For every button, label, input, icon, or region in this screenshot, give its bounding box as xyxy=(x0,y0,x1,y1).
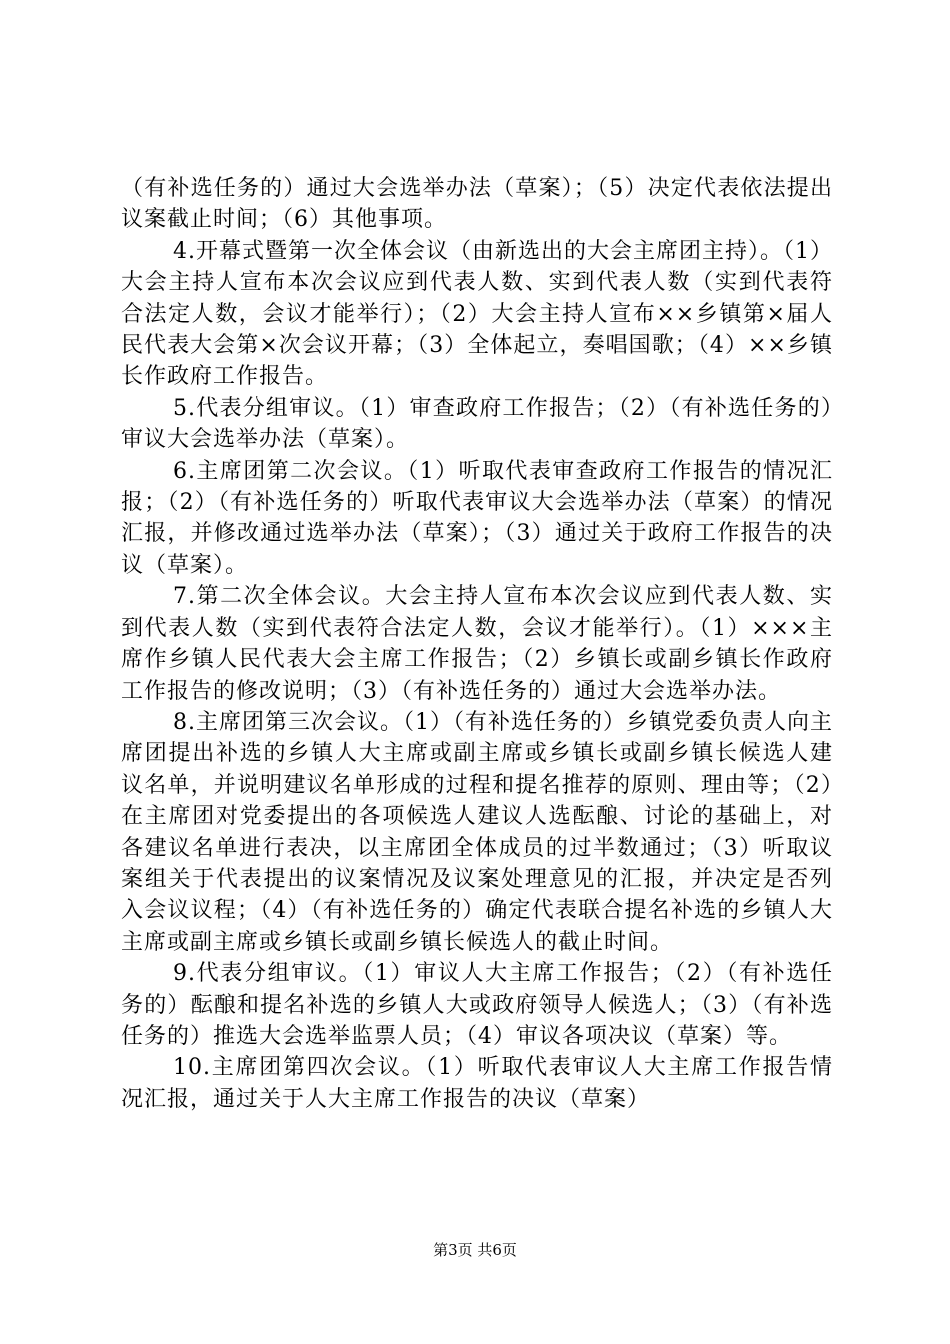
document-body xyxy=(121,173,833,1115)
paragraph-item-9: 9.代表分组审议。（1）审议人大主席工作报告；（2）（有补选任务的）酝酿和提名补选的乡镇人大或政府领导人候选人；（3）（有补选任务的）推选大会选举监票人员；（4）审议各项决议（草案）等。 xyxy=(121,961,833,1049)
paragraph-item-10: 10.主席团第四次会议。（1）听取代表审议人大主席工作报告情况汇报，通过关于人大主席工作报告的决议（草案） xyxy=(121,1055,833,1112)
paragraph-item-6: 6.主席团第二次会议。（1）听取代表审查政府工作报告的情况汇报；（2）（有补选任务的）听取代表审议大会选举办法（草案）的情况汇报，并修改通过选举办法（草案）；（3）通过关于政府工作报告的决议（草案）。 xyxy=(121,458,833,578)
page-footer xyxy=(0,1240,950,1260)
paragraph-item-5: 5.代表分组审议。（1）审查政府工作报告；（2）（有补选任务的）审议大会选举办法（草案）。 xyxy=(121,395,833,453)
paragraph-continuation: （有补选任务的）通过大会选举办法（草案）；（5）决定代表依法提出议案截止时间；（6）其他事项。 xyxy=(121,176,833,233)
paragraph-item-7: 7.第二次全体会议。大会主持人宣布本次会议应到代表人数、实到代表人数（实到代表符合法定人数，会议才能举行）。（1）×××主席作乡镇人民代表大会主席工作报告；（2）乡镇长或副乡镇长作政府工作报告的修改说明；（3）（有补选任务的）通过大会选举办法。 xyxy=(121,584,833,704)
paragraph-item-8: 8.主席团第三次会议。（1）（有补选任务的）乡镇党委负责人向主席团提出补选的乡镇人大主席或副主席或乡镇长或副乡镇长候选人建议名单，并说明建议名单形成的过程和提名推荐的原则、理由等；（2）在主席团对党委提出的各项候选人建议人选酝酿、讨论的基础上，对各建议名单进行表决，以主席团全体成员的过半数通过；（3）听取议案组关于代表提出的议案情况及议案处理意见的汇报，并决定是否列入会议议程；（4）（有补选任务的）确定代表联合提名补选的乡镇人大主席或副主席或乡镇长或副乡镇长候选人的截止时间。 xyxy=(121,709,833,955)
paragraph-item-4: 4.开幕式暨第一次全体会议（由新选出的大会主席团主持）。（1）大会主持人宣布本次会议应到代表人数、实到代表人数（实到代表符合法定人数，会议才能举行）；（2）大会主持人宣布××乡镇第×届人民代表大会第×次会议开幕；（3）全体起立，奏唱国歌；（4）××乡镇长作政府工作报告。 xyxy=(121,238,833,390)
page-number-label: 第3页 共6页 xyxy=(433,1241,517,1259)
